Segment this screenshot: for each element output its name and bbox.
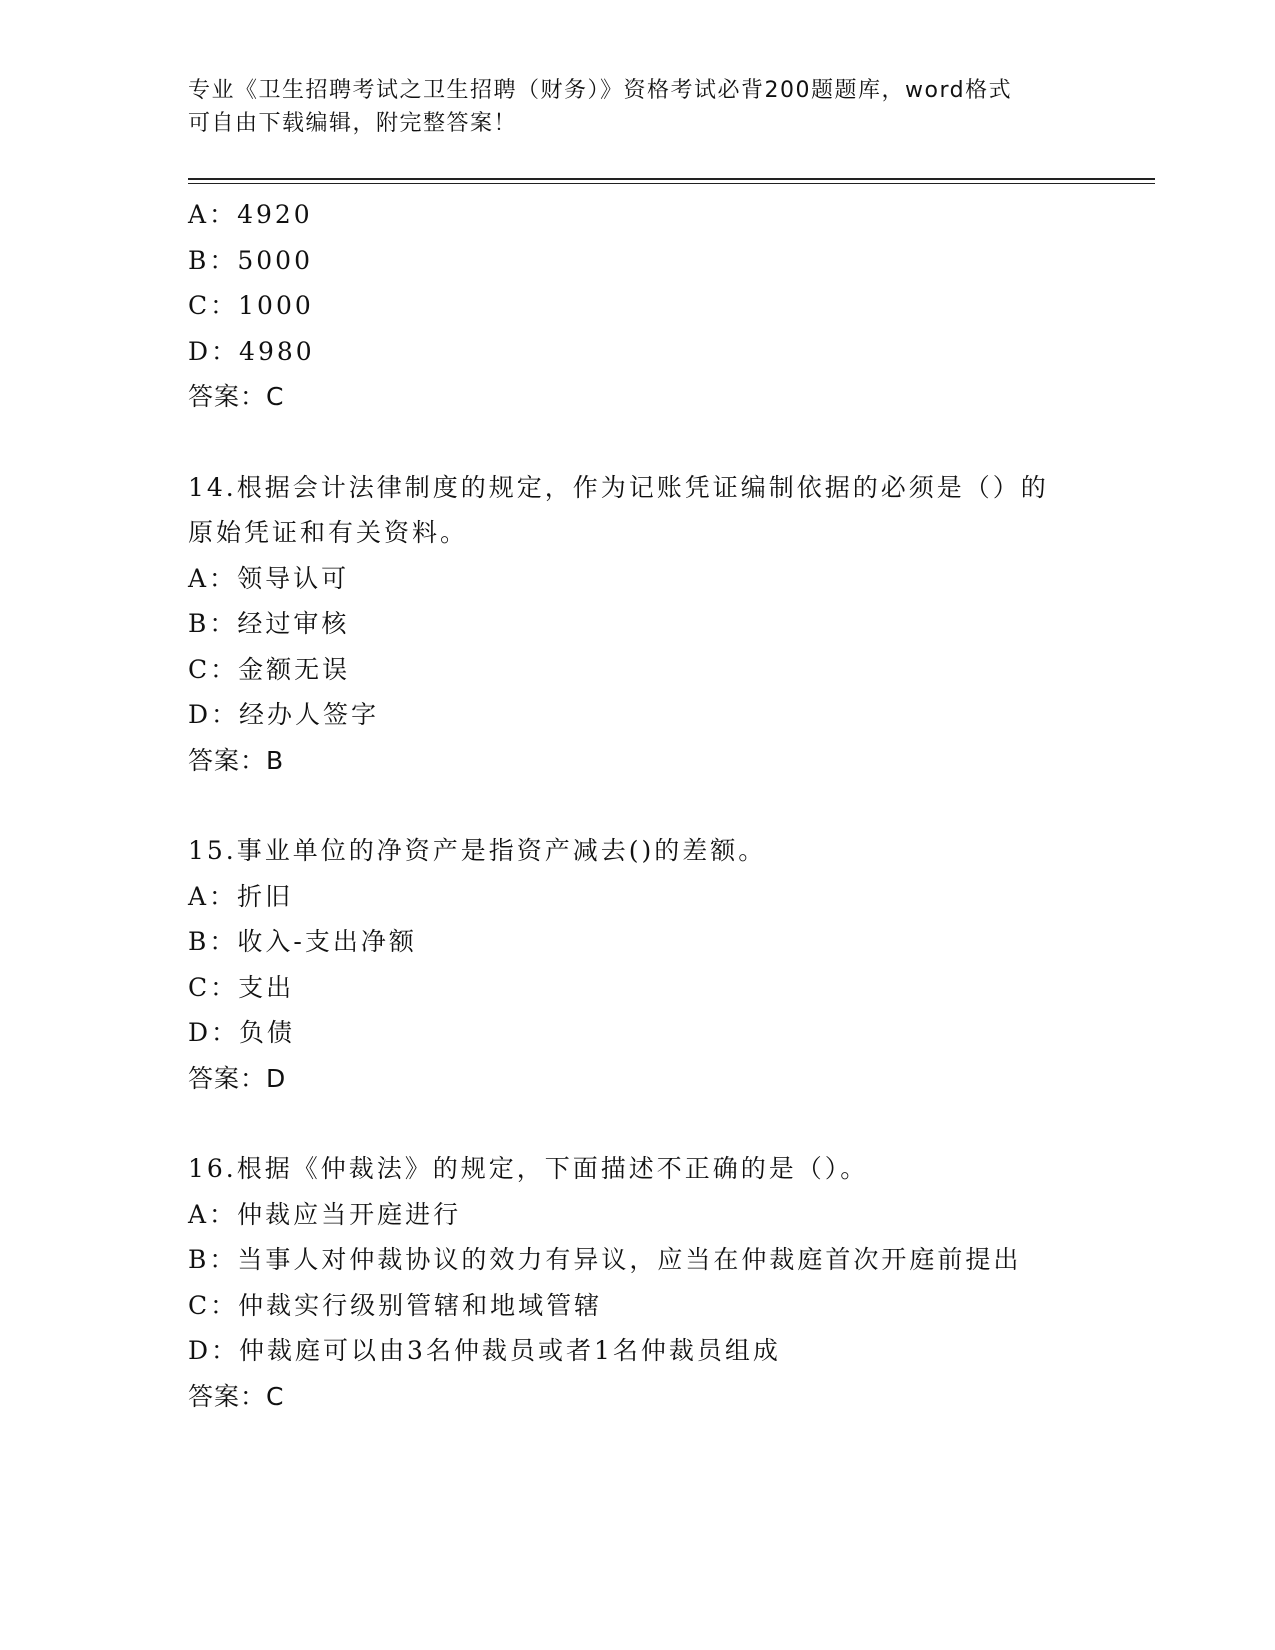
spacer: [188, 1101, 1088, 1146]
option-d: [188, 329, 1088, 375]
option-text: 仲裁实行级别管辖和地域管辖: [238, 1290, 603, 1320]
question-13-continued: [188, 192, 1088, 420]
option-label: B：: [188, 927, 238, 956]
question-stem-line-2: 原始凭证和有关资料。: [188, 518, 469, 547]
option-text: 当事人对仲裁协议的效力有异议，应当在仲裁庭首次开庭前提出: [237, 1245, 1022, 1274]
question-14: [188, 465, 1088, 784]
option-text: 1000: [238, 291, 314, 320]
option-a: [188, 874, 1088, 920]
answer-line: 答案：C: [188, 1381, 285, 1411]
option-text: 支出: [238, 972, 295, 1002]
option-label: B：: [188, 1245, 238, 1274]
option-label: D：: [188, 700, 240, 729]
option-label: A：: [188, 563, 238, 593]
option-text: 金额无误: [238, 654, 351, 684]
option-label: A：: [188, 881, 238, 911]
document-header: [188, 74, 1088, 140]
option-text: 经过审核: [237, 609, 350, 638]
option-a: [188, 1192, 1088, 1238]
option-label: D：: [188, 1018, 240, 1047]
question-stem-line-1: 15.事业单位的净资产是指资产减去()的差额。: [188, 836, 767, 865]
option-text: 经办人签字: [239, 700, 380, 729]
question-list: [188, 192, 1088, 1419]
option-label: C：: [188, 291, 239, 320]
option-c: [188, 283, 1088, 329]
option-d: [188, 692, 1088, 738]
spacer: [188, 420, 1088, 465]
option-text: 折旧: [237, 881, 294, 911]
option-label: B：: [188, 245, 238, 275]
option-b: [188, 919, 1088, 965]
answer-line: 答案：C: [188, 382, 285, 411]
header-divider-thin: [188, 183, 1155, 184]
answer-line: 答案：B: [188, 745, 285, 775]
option-text: 收入-支出净额: [237, 927, 417, 956]
question-stem-line-1: 14.根据会计法律制度的规定，作为记账凭证编制依据的必须是（）的: [188, 472, 1049, 502]
option-c: [188, 647, 1088, 693]
option-d: [188, 1328, 1088, 1374]
option-text: 仲裁应当开庭进行: [237, 1199, 462, 1229]
option-text: 负债: [239, 1018, 296, 1047]
option-text: 领导认可: [237, 563, 350, 593]
option-label: A：: [188, 200, 238, 229]
answer-line: 答案：D: [188, 1063, 287, 1093]
option-text: 4980: [239, 336, 315, 366]
option-label: C：: [188, 1290, 239, 1320]
option-label: D：: [188, 1336, 240, 1365]
header-title-line-1: 专业《卫生招聘考试之卫生招聘（财务）》资格考试必背200题题库，word格式: [188, 78, 1013, 103]
option-a: [188, 556, 1088, 602]
question-16: [188, 1146, 1088, 1419]
option-d: [188, 1010, 1088, 1056]
option-text: 5000: [237, 245, 313, 275]
option-text: 4920: [237, 200, 313, 229]
option-b: [188, 1237, 1088, 1283]
option-label: A：: [188, 1199, 238, 1229]
option-c: [188, 1283, 1088, 1329]
option-b: [188, 238, 1088, 284]
option-a: [188, 192, 1088, 238]
header-title-line-2: 可自由下载编辑，附完整答案！: [188, 111, 518, 136]
spacer: [188, 783, 1088, 828]
option-label: B：: [188, 609, 238, 638]
option-text: 仲裁庭可以由3名仲裁员或者1名仲裁员组成: [239, 1336, 781, 1365]
option-b: [188, 601, 1088, 647]
header-divider-thick: [188, 178, 1155, 180]
option-label: C：: [188, 972, 239, 1002]
option-label: C：: [188, 654, 239, 684]
question-15: [188, 828, 1088, 1101]
question-stem-line-1: 16.根据《仲裁法》的规定，下面描述不正确的是（）。: [188, 1154, 869, 1183]
option-label: D：: [188, 336, 240, 366]
option-c: [188, 965, 1088, 1011]
